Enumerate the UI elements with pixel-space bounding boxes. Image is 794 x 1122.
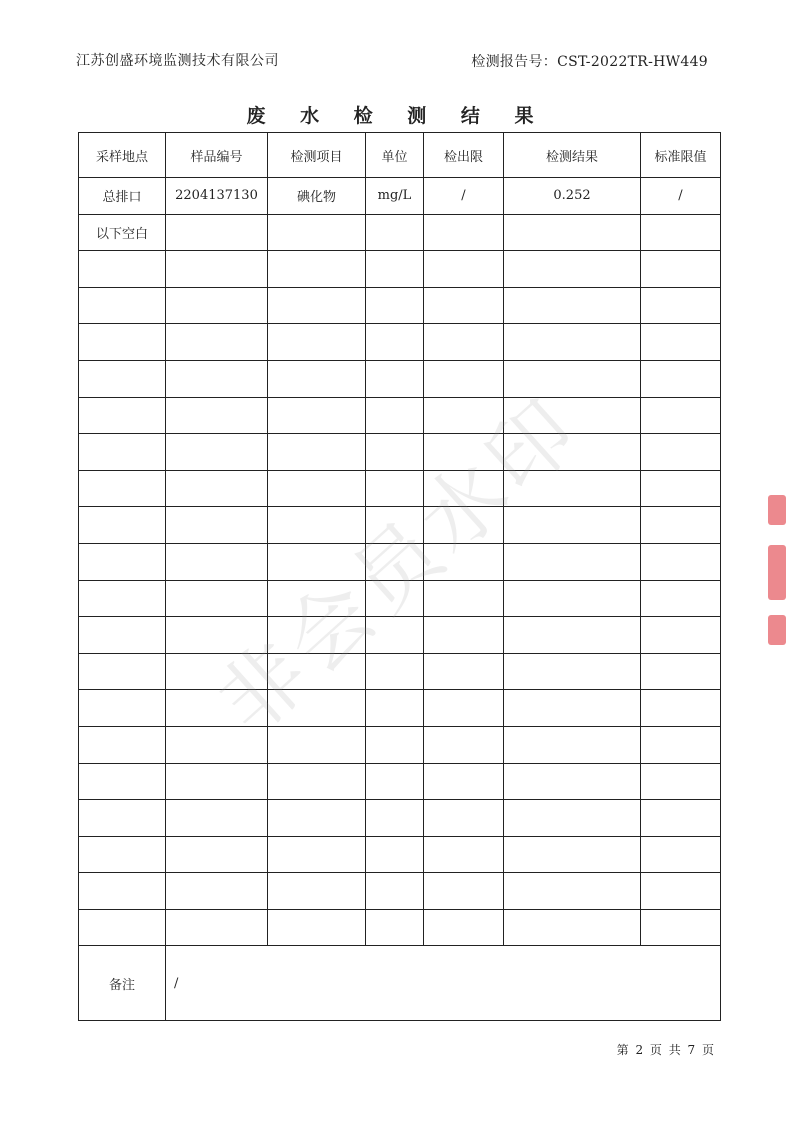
empty-cell <box>79 617 166 654</box>
empty-cell <box>366 397 424 434</box>
empty-cell <box>79 580 166 617</box>
empty-cell <box>268 763 366 800</box>
column-header: 采样地点 <box>79 133 166 178</box>
table-cell <box>424 214 504 251</box>
empty-cell <box>424 653 504 690</box>
empty-row <box>79 800 721 837</box>
empty-row <box>79 763 721 800</box>
empty-cell <box>504 800 641 837</box>
table-cell: / <box>641 178 721 215</box>
empty-cell <box>79 397 166 434</box>
empty-cell <box>166 836 268 873</box>
table-cell: 2204137130 <box>166 178 268 215</box>
table-row <box>79 178 721 215</box>
empty-cell <box>79 324 166 361</box>
empty-cell <box>268 397 366 434</box>
notes-label: 备注 <box>79 946 166 1021</box>
empty-cell <box>268 617 366 654</box>
empty-cell <box>366 763 424 800</box>
empty-cell <box>268 873 366 910</box>
page-title: 废 水 检 测 结 果 <box>246 105 548 127</box>
empty-cell <box>79 434 166 471</box>
empty-cell <box>641 580 721 617</box>
empty-cell <box>268 470 366 507</box>
empty-cell <box>641 763 721 800</box>
empty-cell <box>504 726 641 763</box>
empty-cell <box>268 360 366 397</box>
empty-cell <box>166 763 268 800</box>
empty-row <box>79 287 721 324</box>
empty-cell <box>504 251 641 288</box>
empty-cell <box>79 543 166 580</box>
report-number: 检测报告号：CST-2022TR-HW449 <box>471 54 708 70</box>
empty-cell <box>79 360 166 397</box>
empty-row <box>79 470 721 507</box>
empty-row <box>79 690 721 727</box>
empty-cell <box>641 287 721 324</box>
empty-cell <box>366 909 424 946</box>
empty-cell <box>641 726 721 763</box>
empty-cell <box>268 800 366 837</box>
empty-cell <box>504 580 641 617</box>
empty-cell <box>424 617 504 654</box>
empty-cell <box>166 287 268 324</box>
column-header: 样品编号 <box>166 133 268 178</box>
empty-cell <box>79 287 166 324</box>
empty-cell <box>504 543 641 580</box>
empty-cell <box>424 836 504 873</box>
empty-cell <box>424 360 504 397</box>
table-cell: 以下空白 <box>79 214 166 251</box>
empty-cell <box>166 580 268 617</box>
empty-cell <box>166 726 268 763</box>
empty-cell <box>424 434 504 471</box>
column-header: 单位 <box>366 133 424 178</box>
empty-cell <box>268 287 366 324</box>
empty-cell <box>504 287 641 324</box>
empty-cell <box>641 360 721 397</box>
seal-stamp-fragment <box>768 545 786 600</box>
empty-cell <box>424 763 504 800</box>
empty-row <box>79 580 721 617</box>
empty-row <box>79 324 721 361</box>
empty-cell <box>366 507 424 544</box>
table-cell: 0.252 <box>504 178 641 215</box>
empty-cell <box>504 617 641 654</box>
empty-cell <box>166 360 268 397</box>
empty-cell <box>79 800 166 837</box>
empty-cell <box>424 287 504 324</box>
empty-cell <box>641 470 721 507</box>
empty-cell <box>424 909 504 946</box>
empty-row <box>79 543 721 580</box>
empty-row <box>79 726 721 763</box>
empty-cell <box>268 251 366 288</box>
empty-cell <box>424 580 504 617</box>
seal-stamp-fragment <box>768 615 786 645</box>
empty-cell <box>166 873 268 910</box>
empty-cell <box>366 360 424 397</box>
empty-cell <box>504 873 641 910</box>
empty-cell <box>641 690 721 727</box>
empty-cell <box>79 726 166 763</box>
empty-cell <box>504 470 641 507</box>
empty-cell <box>424 397 504 434</box>
column-header: 标准限值 <box>641 133 721 178</box>
empty-cell <box>424 251 504 288</box>
table-cell <box>504 214 641 251</box>
empty-cell <box>504 836 641 873</box>
empty-cell <box>366 580 424 617</box>
empty-cell <box>504 324 641 361</box>
empty-row <box>79 251 721 288</box>
empty-row <box>79 507 721 544</box>
empty-cell <box>79 763 166 800</box>
column-header: 检测结果 <box>504 133 641 178</box>
empty-cell <box>268 507 366 544</box>
empty-cell <box>366 800 424 837</box>
empty-cell <box>166 507 268 544</box>
empty-row <box>79 836 721 873</box>
column-header: 检出限 <box>424 133 504 178</box>
empty-cell <box>641 653 721 690</box>
empty-cell <box>268 543 366 580</box>
empty-cell <box>166 690 268 727</box>
empty-cell <box>366 617 424 654</box>
empty-cell <box>79 653 166 690</box>
table-cell <box>166 214 268 251</box>
seal-stamp-fragment <box>768 495 786 525</box>
company-name: 江苏创盛环境监测技术有限公司 <box>76 53 279 69</box>
empty-cell <box>504 397 641 434</box>
empty-cell <box>641 434 721 471</box>
empty-cell <box>366 836 424 873</box>
empty-cell <box>641 507 721 544</box>
empty-cell <box>268 580 366 617</box>
empty-cell <box>79 690 166 727</box>
empty-cell <box>79 251 166 288</box>
empty-cell <box>366 690 424 727</box>
empty-row <box>79 909 721 946</box>
empty-cell <box>366 543 424 580</box>
empty-cell <box>166 470 268 507</box>
table-header-row <box>79 133 721 178</box>
empty-cell <box>504 763 641 800</box>
empty-cell <box>79 909 166 946</box>
table-cell <box>268 214 366 251</box>
empty-cell <box>424 873 504 910</box>
empty-cell <box>641 617 721 654</box>
empty-cell <box>268 434 366 471</box>
empty-cell <box>366 653 424 690</box>
empty-cell <box>79 873 166 910</box>
empty-cell <box>166 434 268 471</box>
empty-row <box>79 397 721 434</box>
empty-cell <box>641 909 721 946</box>
empty-row <box>79 653 721 690</box>
empty-cell <box>424 726 504 763</box>
empty-cell <box>166 251 268 288</box>
empty-cell <box>268 726 366 763</box>
notes-value: / <box>166 946 721 1021</box>
empty-cell <box>504 360 641 397</box>
empty-cell <box>366 470 424 507</box>
empty-cell <box>641 543 721 580</box>
empty-cell <box>268 836 366 873</box>
empty-cell <box>366 873 424 910</box>
table-cell: 碘化物 <box>268 178 366 215</box>
empty-cell <box>166 543 268 580</box>
empty-cell <box>641 873 721 910</box>
empty-cell <box>166 909 268 946</box>
empty-row <box>79 617 721 654</box>
empty-cell <box>166 653 268 690</box>
empty-cell <box>504 690 641 727</box>
empty-cell <box>268 653 366 690</box>
empty-row <box>79 360 721 397</box>
empty-cell <box>79 470 166 507</box>
empty-cell <box>366 287 424 324</box>
empty-cell <box>268 909 366 946</box>
empty-cell <box>424 470 504 507</box>
table-cell: / <box>424 178 504 215</box>
table-row <box>79 214 721 251</box>
empty-cell <box>504 507 641 544</box>
empty-cell <box>79 507 166 544</box>
empty-cell <box>366 434 424 471</box>
results-table <box>78 132 721 1021</box>
empty-cell <box>641 800 721 837</box>
empty-cell <box>641 397 721 434</box>
empty-row <box>79 873 721 910</box>
empty-row <box>79 434 721 471</box>
empty-cell <box>504 909 641 946</box>
watermark: 非会员水印 <box>199 378 600 753</box>
empty-cell <box>366 251 424 288</box>
empty-cell <box>424 543 504 580</box>
empty-cell <box>166 397 268 434</box>
empty-cell <box>268 690 366 727</box>
empty-cell <box>166 324 268 361</box>
empty-cell <box>424 690 504 727</box>
column-header: 检测项目 <box>268 133 366 178</box>
empty-cell <box>166 800 268 837</box>
table-cell: mg/L <box>366 178 424 215</box>
empty-cell <box>424 800 504 837</box>
empty-cell <box>268 324 366 361</box>
empty-cell <box>504 653 641 690</box>
table-cell <box>366 214 424 251</box>
empty-cell <box>641 251 721 288</box>
notes-row <box>79 946 721 1021</box>
empty-cell <box>166 617 268 654</box>
empty-cell <box>424 507 504 544</box>
empty-cell <box>641 836 721 873</box>
table-cell <box>641 214 721 251</box>
empty-cell <box>641 324 721 361</box>
page-number: 第 2 页 共 7 页 <box>616 1043 714 1057</box>
empty-cell <box>366 324 424 361</box>
empty-cell <box>504 434 641 471</box>
table-cell: 总排口 <box>79 178 166 215</box>
empty-cell <box>79 836 166 873</box>
empty-cell <box>366 726 424 763</box>
empty-cell <box>424 324 504 361</box>
